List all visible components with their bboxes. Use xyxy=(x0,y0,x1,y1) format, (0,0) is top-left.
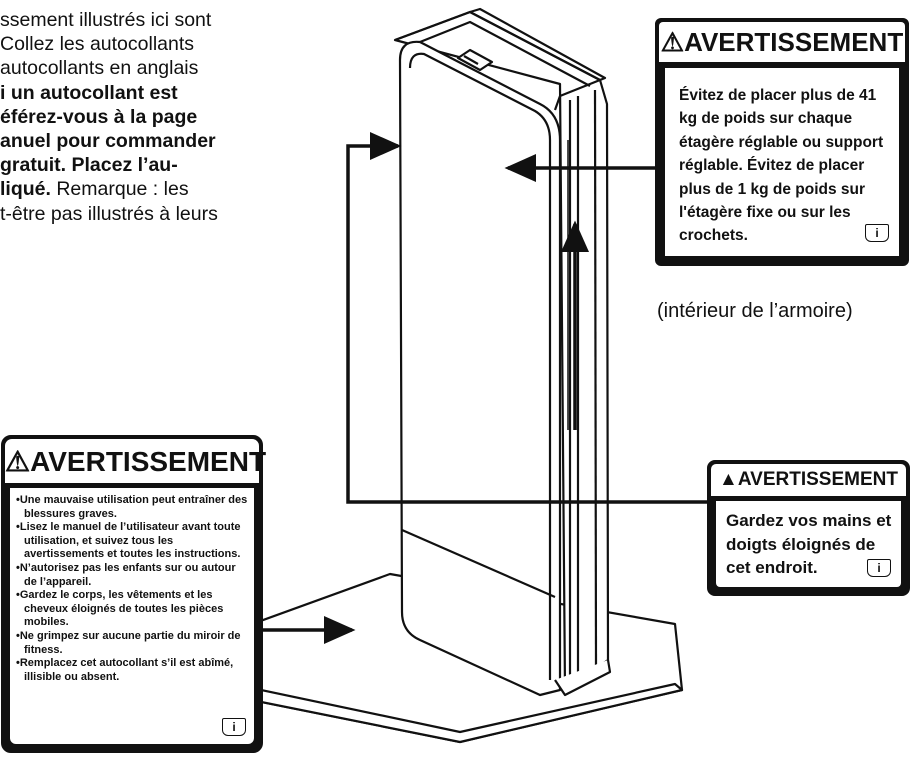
manual-book-icon: i xyxy=(867,559,891,577)
intro-line-bold: i un autocollant est xyxy=(0,81,178,104)
intro-line: t-être pas illustrés à leurs xyxy=(0,202,218,225)
warning-text: Évitez de placer plus de 41 kg de poids sur chaque étagère réglable ou support réglable. Évitez de placer plus de 1 kg de poids sur l'étagère fixe ou sur les crochets. xyxy=(679,87,884,245)
intro-line: autocollants en anglais xyxy=(0,57,199,80)
warning-item: • Ne grimpez sur aucune partie du miroir de fitness. xyxy=(16,630,248,657)
intro-line-bold: anuel pour commander xyxy=(0,129,216,152)
intro-line-bold: gratuit. Placez l’au- xyxy=(0,154,178,177)
manual-book-icon: i xyxy=(222,718,246,736)
warning-item: • Une mauvaise utilisation peut entraîner des blessures graves. xyxy=(16,494,248,521)
intro-line: Remarque : les xyxy=(50,178,189,201)
warning-header: ⚠AVERTISSEMENT xyxy=(5,439,259,483)
warning-item: • N’autorisez pas les enfants sur ou autour de l’appareil. xyxy=(16,562,248,589)
warning-label-hands xyxy=(707,460,910,596)
warning-list xyxy=(16,494,248,684)
warning-item: • Gardez le corps, les vêtements et les cheveux éloignés de toutes les pièces mobiles. xyxy=(16,589,248,630)
intro-line: Collez les autocollants xyxy=(0,33,195,56)
warning-item: • Remplacez cet autocollant s’il est abîmé, illisible ou absent. xyxy=(16,657,248,684)
intro-line-bold: éférez-vous à la page xyxy=(0,105,198,128)
cabinet-interior-caption: (intérieur de l’armoire) xyxy=(657,300,853,322)
warning-label-shelf xyxy=(655,18,909,266)
warning-text: Gardez vos mains et doigts éloignés de cet endroit. xyxy=(726,511,892,577)
manual-book-icon: i xyxy=(865,224,889,242)
warning-item: • Lisez le manuel de l’utilisateur avant toute utilisation, et suivez tous les avertissements et toutes les instructions. xyxy=(16,521,248,562)
intro-line: ssement illustrés ici sont xyxy=(0,9,212,31)
warning-header: ▲AVERTISSEMENT xyxy=(711,464,906,496)
mirror-outline xyxy=(208,9,682,742)
warning-header: ⚠AVERTISSEMENT xyxy=(659,22,905,62)
warning-label-general xyxy=(1,435,267,753)
intro-line-bold: liqué. xyxy=(0,178,51,201)
